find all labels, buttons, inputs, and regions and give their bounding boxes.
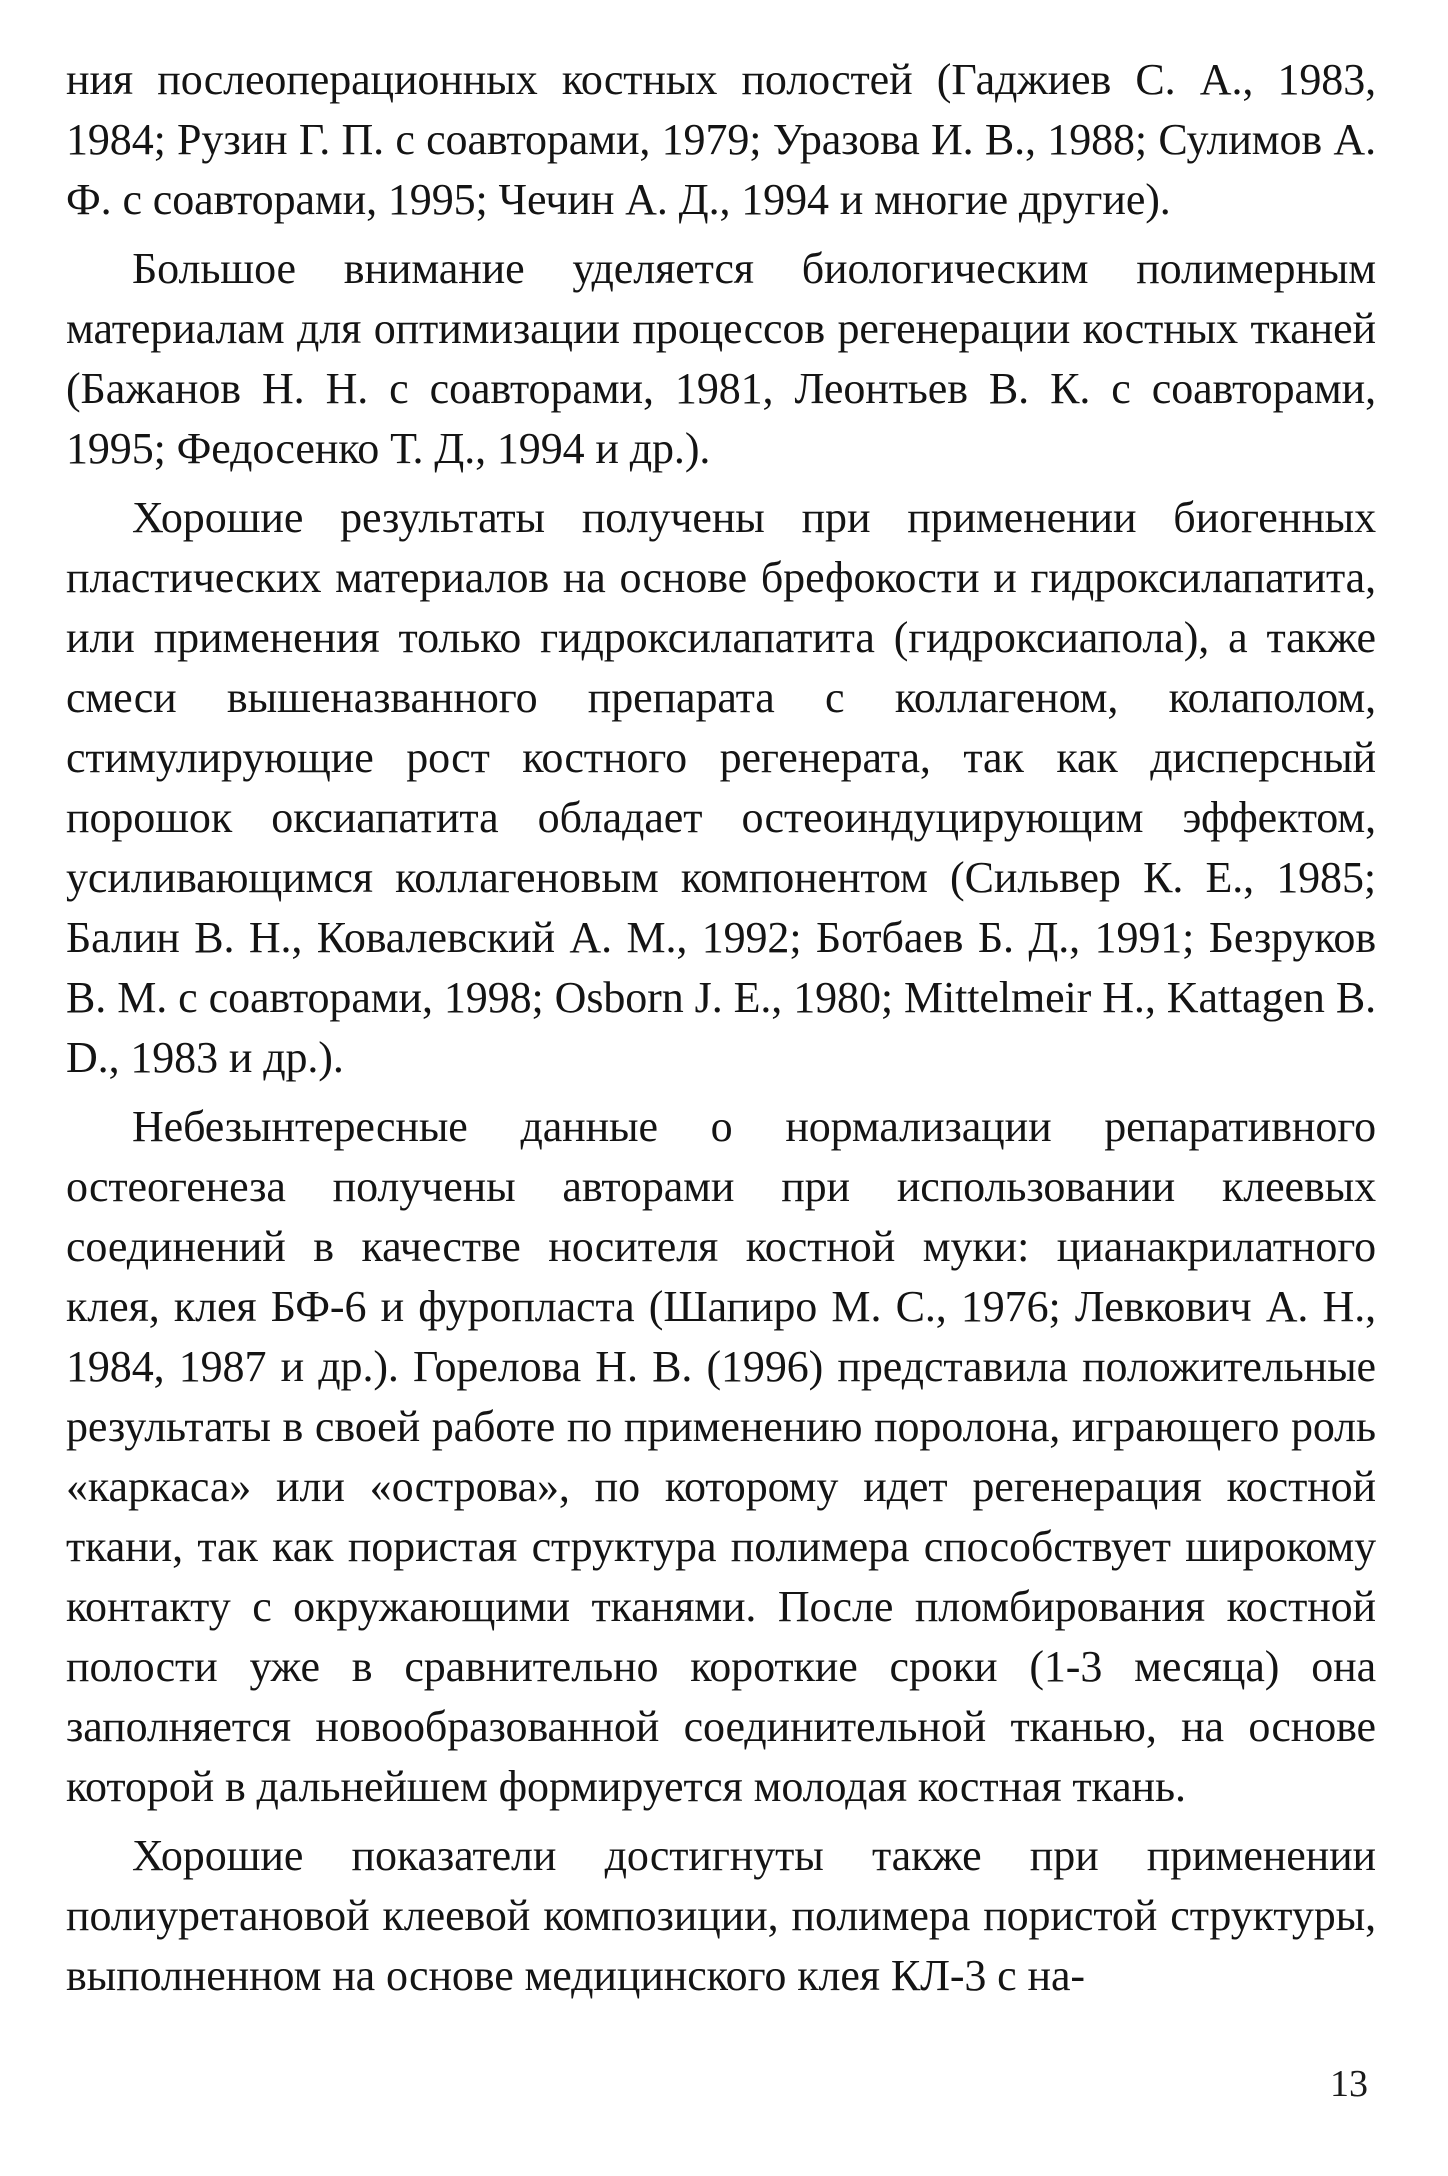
page-number: 13 [1330,2063,1368,2105]
paragraph-4: Небезынтересные данные о нормализации репаративного остеогенеза получены авторами при использовании клеевых соединений в качестве носителя костной муки: цианакрилатного клея, клея БФ-6 и фуропласта (Шапиро М. С., 1976; Левкович А. Н., 1984, 1987 и др.). Горелова Н. В. (1996) представила положительные результаты в своей работе по применению поролона, играющего роль «каркаса» или «острова», по которому идет регенерация костной ткани, так как пористая структура полимера способствует широкому контакту с окружающими тканями. После пломбирования костной полости уже в сравнительно короткие сроки (1-3 месяца) она заполняется новообразованной соединительной тканью, на основе которой в дальнейшем формируется молодая костная ткань. [66,1102,1376,1811]
paragraph-3: Хорошие результаты получены при применении биогенных пластических материалов на основе брефокости и гидроксилапатита, или применения только гидроксилапатита (гидроксиапола), а также смеси вышеназванного препарата с коллагеном, колаполом, стимулирующие рост костного регенерата, так как дисперсный порошок оксиапатита обладает остеоиндуцирующим эффектом, усиливающимся коллагеновым компонентом (Сильвер К. Е., 1985; Балин В. Н., Ковалевский А. М., 1992; Ботбаев Б. Д., 1991; Безруков В. М. с соавторами, 1998; Osborn J. E., 1980; Mittelmeir H., Kattagen B. D., 1983 и др.). [66,493,1376,1082]
paragraph-2: Большое внимание уделяется биологическим полимерным материалам для оптимизации процессов регенерации костных тканей (Бажанов Н. Н. с соавторами, 1981, Леонтьев В. К. с соавторами, 1995; Федосенко Т. Д., 1994 и др.). [66,244,1376,473]
paragraph-1: ния послеоперационных костных полостей (Гаджиев С. А., 1983, 1984; Рузин Г. П. с соавторами, 1979; Уразова И. В., 1988; Сулимов А. Ф. с соавторами, 1995; Чечин А. Д., 1994 и многие другие). [66,55,1376,224]
body-text [66,50,1376,2015]
paragraph-5: Хорошие показатели достигнуты также при применении полиуретановой клеевой композиции, полимера пористой структуры, выполненном на основе медицинского клея КЛ-3 с на- [66,1831,1376,2000]
